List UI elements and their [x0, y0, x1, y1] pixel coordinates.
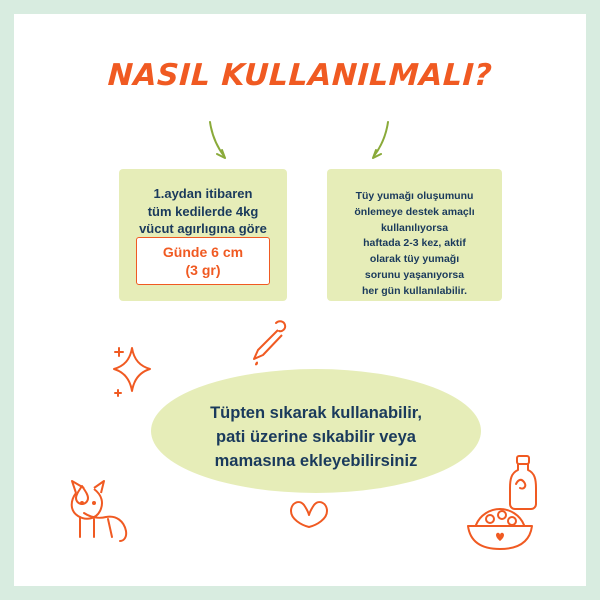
food-bowl-icon	[462, 499, 538, 559]
dose-amount: Günde 6 cm	[162, 243, 244, 260]
dosage-line-2: tüm kedilerde 4kg	[147, 203, 259, 219]
frequency-line-6: sorunu yaşanıyorsa	[364, 268, 465, 281]
frequency-line-1: Tüy yumağı oluşumunu	[355, 190, 474, 202]
dosage-line-3: vücut agırlıgına göre	[139, 221, 267, 237]
usage-line-3: mamasına ekleyebilirsiniz	[214, 451, 418, 470]
dosage-card	[119, 169, 287, 301]
frequency-line-5: olarak tüy yumağı	[369, 253, 460, 265]
dose-highlight-box	[136, 237, 270, 285]
frequency-line-3: kullanılıyorsa	[380, 221, 449, 234]
arrow-down-icon	[204, 120, 234, 164]
usage-line-2: pati üzerine sıkabilir veya	[216, 427, 416, 446]
sparkle-icon	[110, 342, 154, 400]
frequency-line-7: her gün kullanılabilir.	[361, 284, 468, 297]
page-title: NASIL KULLANILMALI?	[106, 58, 494, 93]
cat-icon	[54, 479, 142, 545]
frequency-line-2: önlemeye destek amaçlı	[354, 205, 475, 218]
poster-canvas	[14, 14, 586, 586]
dosage-line-1: 1.aydan itibaren	[153, 186, 253, 201]
heart-icon	[287, 497, 331, 531]
usage-line-1: Tüpten sıkarak kullanabilir,	[210, 404, 422, 422]
dropper-icon	[246, 319, 288, 369]
frequency-card	[327, 169, 502, 301]
frequency-line-4: haftada 2-3 kez, aktif	[363, 237, 466, 250]
dose-weight: (3 gr)	[185, 262, 221, 278]
arrow-down-icon	[364, 120, 394, 164]
usage-text	[151, 402, 481, 474]
